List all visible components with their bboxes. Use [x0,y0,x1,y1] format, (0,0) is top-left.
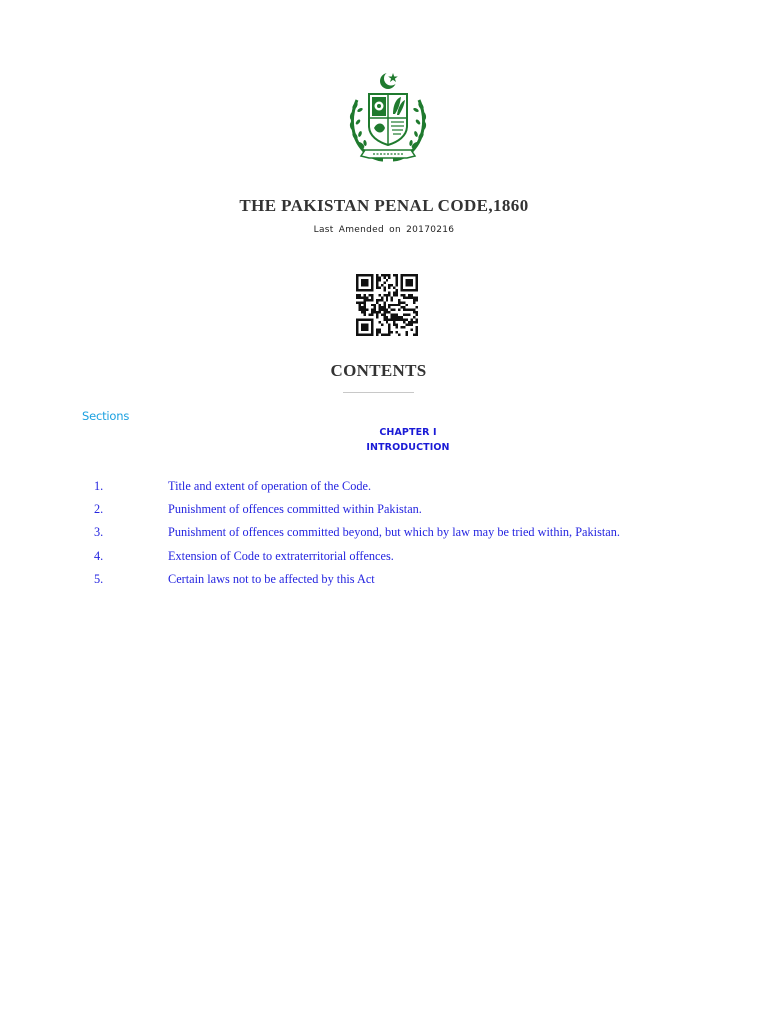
section-link-5[interactable] [0,572,768,595]
section-number[interactable]: 1. [94,479,104,493]
chapter-name[interactable]: INTRODUCTION [366,442,450,453]
document-title: THE PAKISTAN PENAL CODE,1860 [239,196,529,215]
section-title[interactable]: Punishment of offences committed within Pakistan. [168,502,422,517]
section-link-2[interactable] [0,502,768,525]
section-number[interactable]: 2. [94,502,104,517]
last-amended-date: Last Amended on 20170216 [313,225,455,235]
section-title[interactable]: Title and extent of operation of the Code. [168,479,372,493]
qr-code-icon [356,274,418,336]
section-title[interactable]: Punishment of offences committed beyond, but which by law may be tried within, Pakistan. [168,525,620,540]
contents-heading: CONTENTS [330,361,427,380]
section-number[interactable]: 5. [94,571,104,586]
chapter-number[interactable]: CHAPTER I [379,427,437,438]
section-title[interactable]: Certain laws not to be affected by this Act [168,571,375,586]
section-link-1[interactable] [0,479,768,502]
section-link-3[interactable] [0,525,768,548]
state-emblem-icon [343,70,433,166]
section-list [0,479,768,595]
section-title[interactable]: Extension of Code to extraterritorial offences. [168,548,394,563]
section-number[interactable]: 4. [94,548,104,563]
section-link-4[interactable] [0,549,768,572]
section-number[interactable]: 3. [94,525,104,540]
contents-divider [343,392,414,393]
sections-label: Sections [82,409,130,423]
